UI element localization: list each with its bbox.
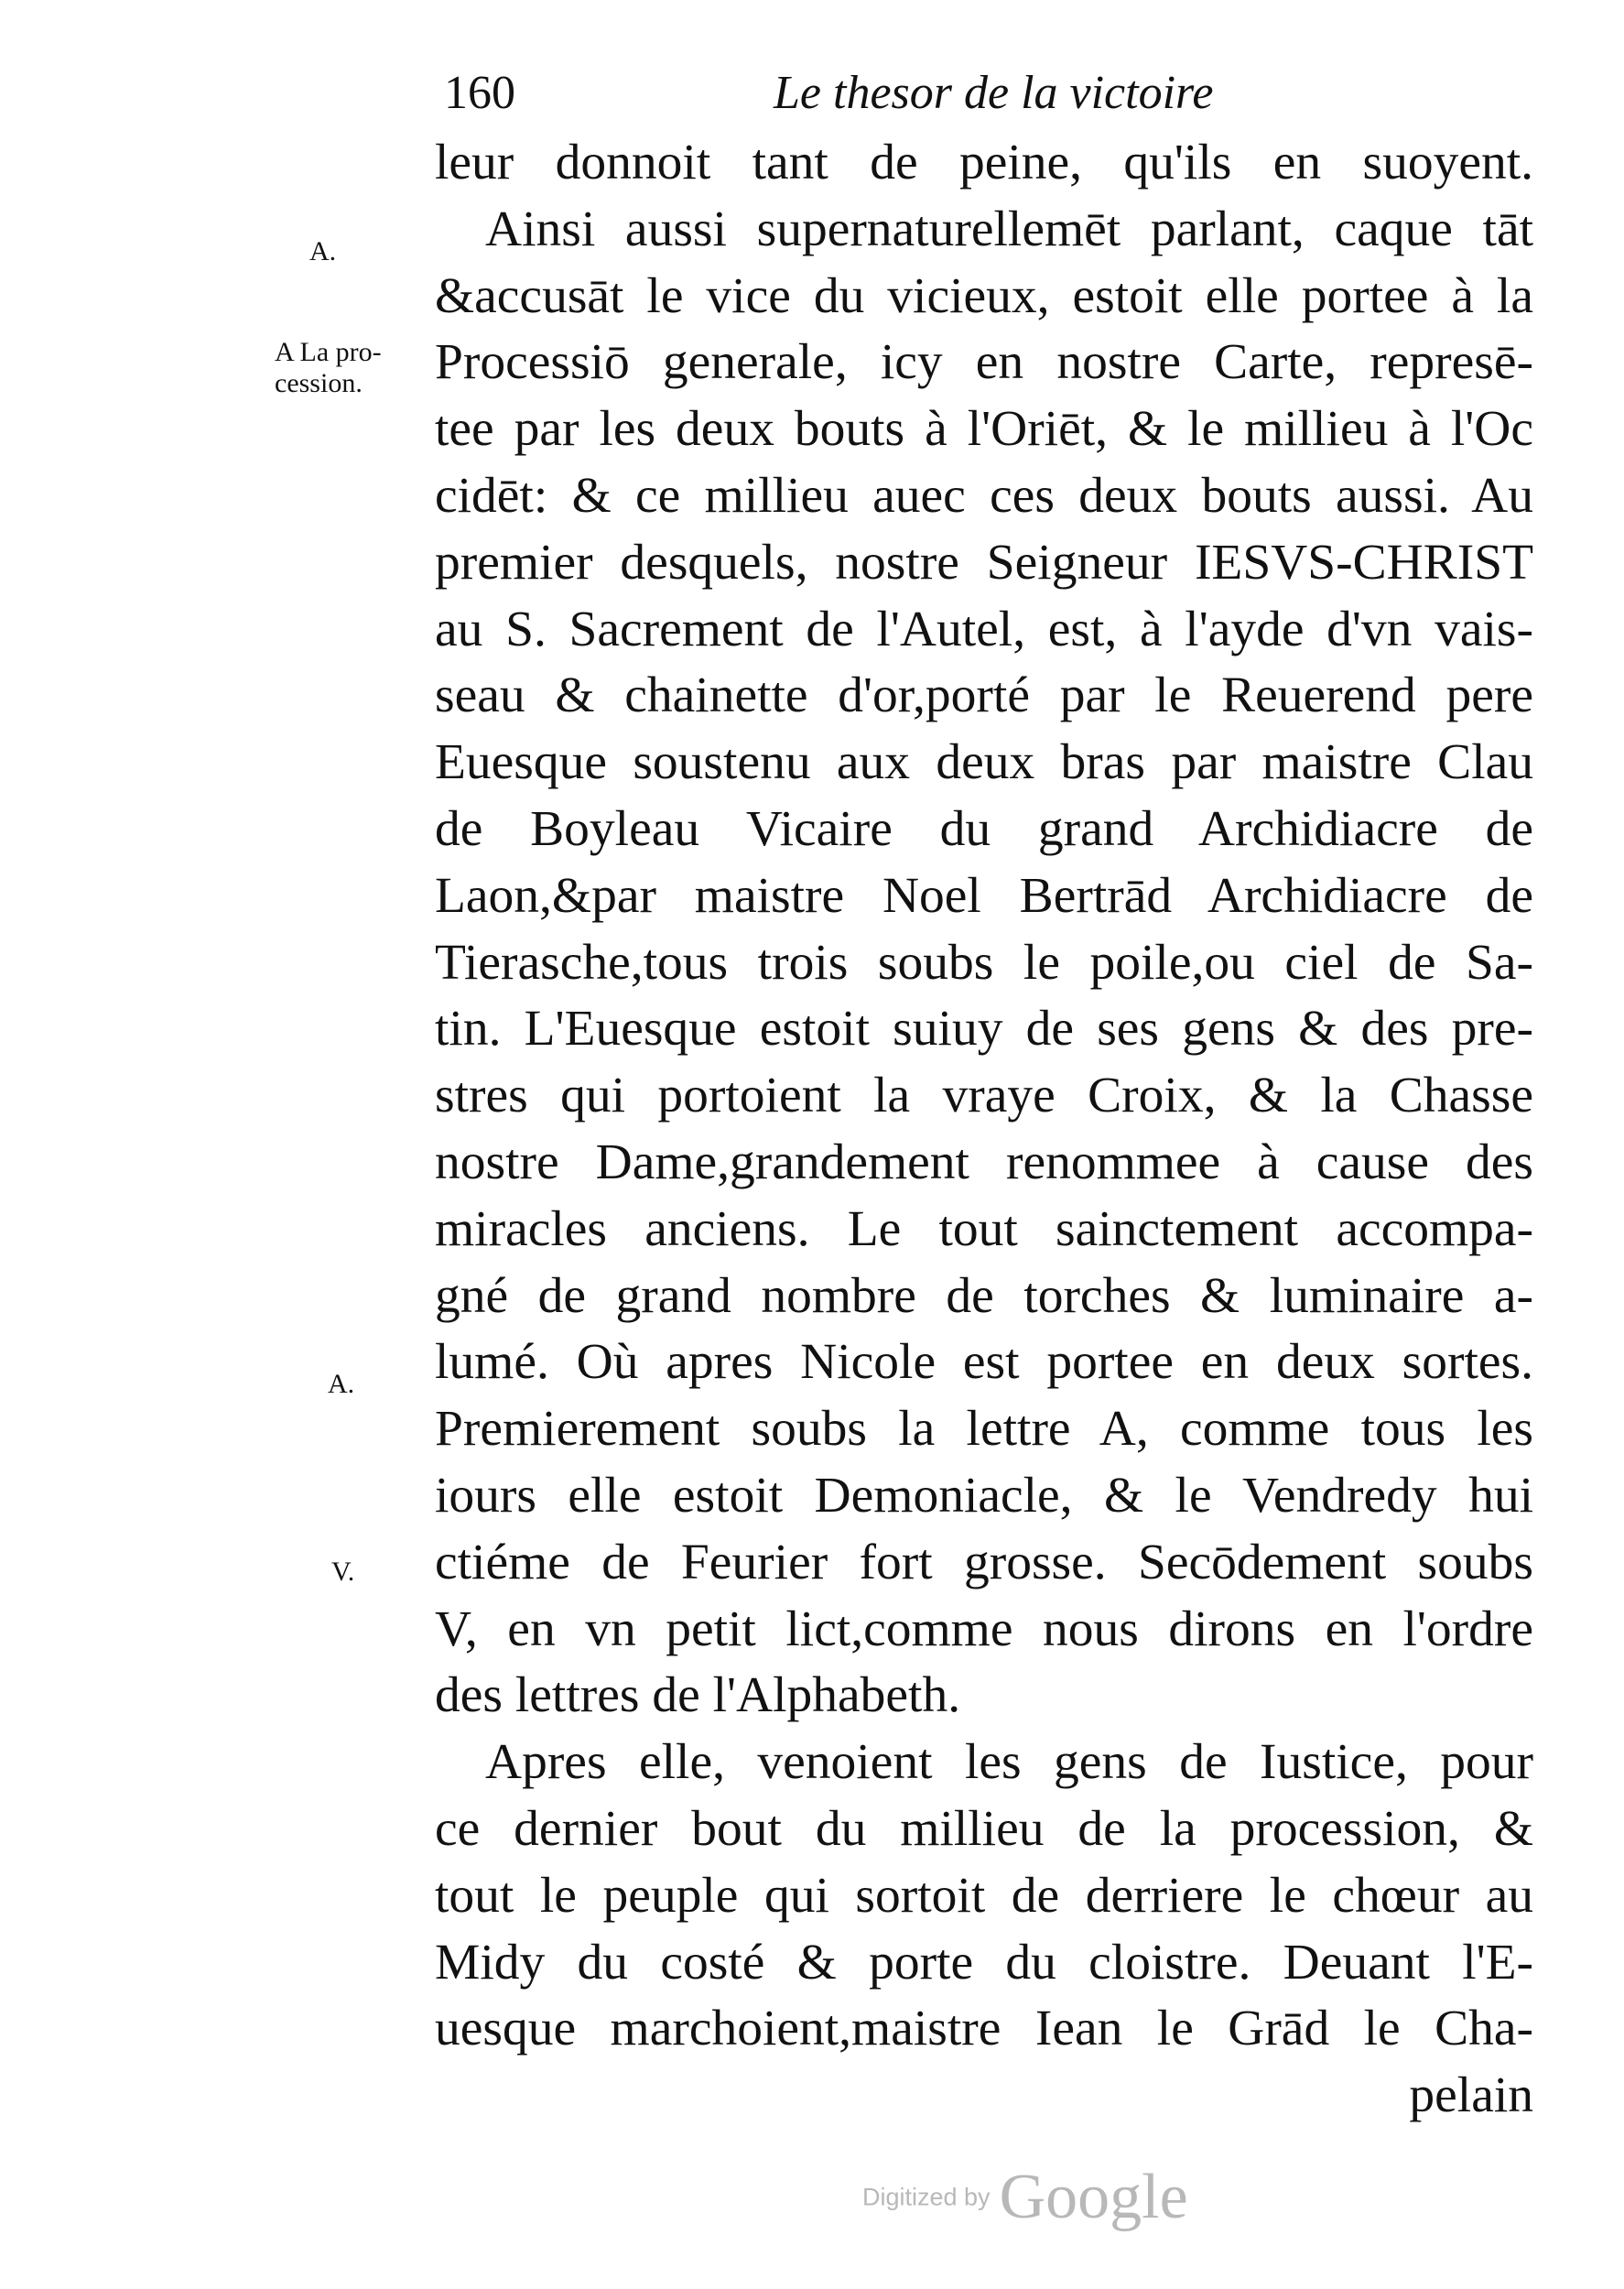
- text-line: ce dernier bout du millieu de la procession, &: [435, 1800, 1533, 1857]
- text-line: Laon,&par maistre Noel Bertrād Archidiacre de: [435, 867, 1533, 924]
- marginal-note-a-second: A.: [328, 1369, 355, 1399]
- text-line: iours elle estoit Demoniacle, & le Vendredy hui: [435, 1467, 1533, 1524]
- marginal-note-procession: [275, 337, 421, 399]
- text-line: nostre Dame,grandement renommee à cause des: [435, 1134, 1533, 1190]
- text-line: Premierement soubs la lettre A, comme tous les: [435, 1401, 1533, 1458]
- text-line: de Boyleau Vicaire du grand Archidiacre de: [435, 800, 1533, 857]
- page-number: 160: [444, 67, 515, 119]
- text-line: tout le peuple qui sortoit de derriere le chœur au: [435, 1867, 1533, 1924]
- text-line: premier desquels, nostre Seigneur IESVS-CHRIST: [435, 534, 1533, 591]
- marginal-note-procession-line: A La pro-: [275, 337, 382, 367]
- text-line: cidēt: & ce millieu auec ces deux bouts aussi. Au: [435, 467, 1533, 524]
- text-line: &accusāt le vice du vicieux, estoit elle portee à la: [435, 267, 1533, 324]
- running-head: [444, 57, 1524, 130]
- text-line: tee par les deux bouts à l'Oriēt, & le millieu à l'Oc: [435, 401, 1533, 458]
- text-line: stres qui portoient la vraye Croix, & la Chasse: [435, 1068, 1533, 1124]
- text-line: V, en vn petit lict,comme nous dirons en l'ordre: [435, 1600, 1533, 1657]
- watermark-prefix: Digitized by: [862, 2183, 991, 2211]
- marginal-note-a: A.: [309, 236, 337, 266]
- text-line: leur donnoit tant de peine, qu'ils en suoyent.: [435, 135, 1533, 190]
- marginal-note-procession-line: cession.: [275, 368, 363, 398]
- text-line: Apres elle, venoient les gens de Iustice, pour: [485, 1734, 1533, 1791]
- body-text: [435, 130, 1533, 2130]
- text-line: Midy du costé & porte du cloistre. Deuant l'E-: [435, 1934, 1533, 1991]
- text-line: uesque marchoient,maistre Iean le Grād le Cha-: [435, 2001, 1533, 2057]
- text-line: miracles anciens. Le tout sainctement accompa-: [435, 1200, 1533, 1257]
- text-line: Euesque soustenu aux deux bras par maistre Clau: [435, 734, 1533, 791]
- text-line: au S. Sacrement de l'Autel, est, à l'ayde d'vn vais-: [435, 601, 1533, 657]
- running-title: Le thesor de la victoire: [774, 67, 1214, 119]
- text-line: seau & chainette d'or,porté par le Reuerend pere: [435, 667, 1533, 724]
- text-line: Ainsi aussi supernaturellemēt parlant, caque tāt: [485, 201, 1533, 257]
- text-line: Processiō generale, icy en nostre Carte, represē-: [435, 334, 1533, 391]
- google-watermark: [862, 2161, 1188, 2234]
- text-line: ctiéme de Feurier fort grosse. Secōdement soubs: [435, 1534, 1533, 1590]
- text-line: tin. L'Euesque estoit suiuy de ses gens & des pre-: [435, 1001, 1533, 1058]
- text-line: gné de grand nombre de torches & luminaire a-: [435, 1267, 1533, 1324]
- google-logo: Google: [999, 2162, 1188, 2232]
- text-line: des lettres de l'Alphabeth.: [435, 1667, 961, 1724]
- catchword: pelain: [1409, 2067, 1533, 2124]
- text-line: lumé. Où apres Nicole est portee en deux sortes.: [435, 1334, 1533, 1391]
- marginal-note-v: V.: [331, 1557, 355, 1587]
- text-line: Tierasche,tous trois soubs le poile,ou ciel de Sa-: [435, 934, 1533, 991]
